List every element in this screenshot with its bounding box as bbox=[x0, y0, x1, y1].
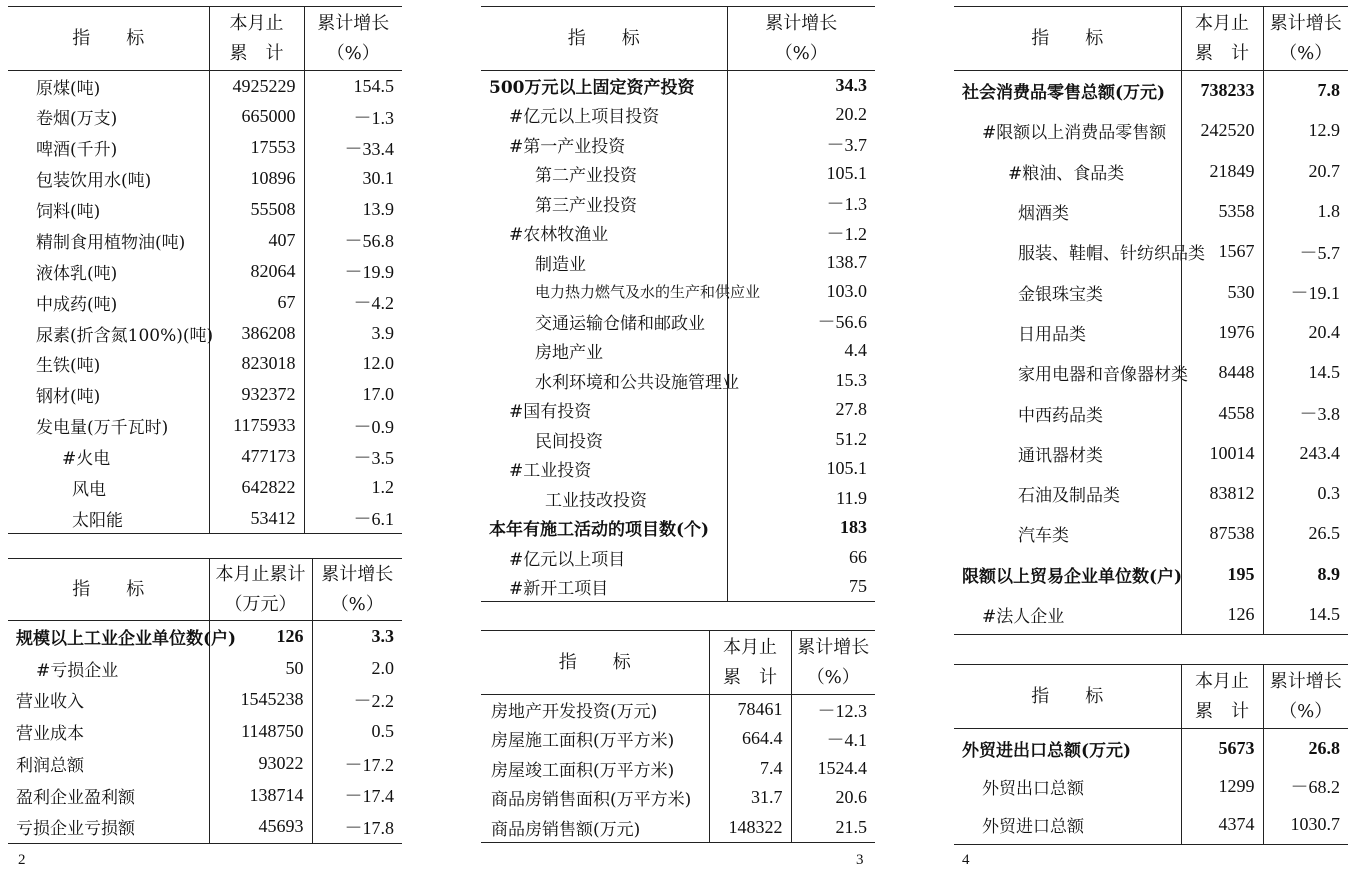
indicator-name: 营业收入 bbox=[16, 692, 84, 713]
growth-rate: －1.3 bbox=[304, 101, 402, 132]
cumulative-value: 4374 bbox=[1181, 806, 1263, 845]
growth-rate: 2.0 bbox=[312, 652, 402, 684]
header-indicator: 指 标 bbox=[72, 27, 145, 49]
indicator-name: 交通运输仓储和邮政业 bbox=[535, 313, 705, 334]
growth-rate: 20.7 bbox=[1263, 151, 1348, 191]
table-row bbox=[481, 307, 875, 337]
cumulative-value: 50 bbox=[209, 652, 312, 684]
indicator-name: 啤酒(千升) bbox=[36, 140, 118, 161]
cumulative-value: 83812 bbox=[1181, 473, 1263, 513]
retail-sales-table bbox=[954, 6, 1348, 635]
header-cumulative: 本月止 累 计 bbox=[1181, 665, 1263, 729]
indicator-name: 房地产开发投资(万元) bbox=[491, 702, 658, 722]
table-row bbox=[8, 410, 402, 441]
header-growth: 累计增长 （%） bbox=[1263, 7, 1348, 71]
table-row bbox=[954, 151, 1348, 191]
fixed-investment-table bbox=[481, 6, 875, 602]
indicator-name: 房地产业 bbox=[535, 343, 603, 364]
growth-rate: 75 bbox=[727, 572, 875, 602]
table-row bbox=[8, 287, 402, 318]
indicator-name: 工业技改投资 bbox=[545, 490, 647, 511]
cumulative-value: 530 bbox=[1181, 272, 1263, 312]
growth-rate: 17.0 bbox=[304, 379, 402, 410]
header-indicator: 指 标 bbox=[1031, 685, 1104, 707]
indicator-name: 发电量(万千瓦时) bbox=[36, 418, 169, 439]
growth-rate: －56.8 bbox=[304, 225, 402, 256]
growth-rate: －33.4 bbox=[304, 132, 402, 163]
growth-rate: 20.2 bbox=[727, 100, 875, 130]
page-number: 4 bbox=[962, 852, 970, 868]
indicator-name: 水利环境和公共设施管理业 bbox=[535, 372, 739, 393]
table-row bbox=[954, 767, 1348, 806]
cumulative-value: 126 bbox=[209, 621, 312, 653]
cumulative-value: 10014 bbox=[1181, 433, 1263, 473]
header-cumulative: 本月止 累 计 bbox=[709, 631, 791, 695]
cumulative-value: 738233 bbox=[1181, 71, 1263, 111]
table-row bbox=[8, 503, 402, 534]
indicator-name: 盈利企业盈利额 bbox=[16, 787, 135, 808]
table-row bbox=[8, 101, 402, 132]
cumulative-value: 5673 bbox=[1181, 729, 1263, 768]
table-row bbox=[8, 132, 402, 163]
indicator-name: 烟酒类 bbox=[1018, 204, 1069, 225]
cumulative-value: 195 bbox=[1181, 554, 1263, 594]
header-growth: 累计增长 （%） bbox=[727, 7, 875, 71]
table-row bbox=[481, 425, 875, 455]
table-row bbox=[8, 621, 402, 653]
table-row bbox=[8, 472, 402, 503]
header-cumulative: 本月止 累 计 bbox=[1181, 7, 1263, 71]
growth-rate: 26.5 bbox=[1263, 514, 1348, 554]
indicator-name: 金银珠宝类 bbox=[1018, 284, 1103, 305]
growth-rate: 3.3 bbox=[312, 621, 402, 653]
header-cumulative: 本月止累计 （万元） bbox=[209, 559, 312, 621]
cumulative-value: 1299 bbox=[1181, 767, 1263, 806]
growth-rate: 12.9 bbox=[1263, 111, 1348, 151]
header-growth: 累计增长 （%） bbox=[312, 559, 402, 621]
table-row bbox=[954, 393, 1348, 433]
growth-rate: 1.2 bbox=[304, 472, 402, 503]
cumulative-value: 55508 bbox=[209, 194, 304, 225]
growth-rate: 1030.7 bbox=[1263, 806, 1348, 845]
indicator-name: 饲料(吨) bbox=[36, 202, 101, 222]
growth-rate: －3.8 bbox=[1263, 393, 1348, 433]
table-row bbox=[8, 194, 402, 225]
table-row bbox=[954, 729, 1348, 768]
cumulative-value: 10896 bbox=[209, 163, 304, 194]
cumulative-value: 665000 bbox=[209, 101, 304, 132]
indicator-name: 本年有施工活动的项目数(个) bbox=[489, 520, 710, 541]
table-row bbox=[954, 594, 1348, 634]
header-growth: 累计增长 （%） bbox=[1263, 665, 1348, 729]
table-row bbox=[8, 652, 402, 684]
header-indicator: 指 标 bbox=[1031, 27, 1104, 49]
growth-rate: 183 bbox=[727, 513, 875, 543]
indicator-name: 外贸进口总额 bbox=[982, 817, 1084, 837]
indicator-name: #新开工项目 bbox=[509, 579, 609, 599]
growth-rate: 27.8 bbox=[727, 395, 875, 425]
growth-rate: 13.9 bbox=[304, 194, 402, 225]
cumulative-value: 78461 bbox=[709, 695, 791, 725]
indicator-name: 太阳能 bbox=[72, 510, 123, 531]
growth-rate: －5.7 bbox=[1263, 232, 1348, 272]
table-row bbox=[954, 191, 1348, 231]
growth-rate: －19.9 bbox=[304, 256, 402, 287]
indicator-name: 利润总额 bbox=[16, 756, 84, 777]
indicator-name: 商品房销售面积(万平方米) bbox=[491, 790, 692, 811]
table-row bbox=[954, 806, 1348, 845]
table-row bbox=[954, 71, 1348, 111]
table-row bbox=[481, 813, 875, 843]
growth-rate: 4.4 bbox=[727, 336, 875, 366]
indicator-name: 中西药品类 bbox=[1018, 405, 1103, 426]
cumulative-value: 138714 bbox=[209, 779, 312, 811]
indicator-name: #亿元以上项目投资 bbox=[509, 107, 660, 128]
growth-rate: －17.2 bbox=[312, 748, 402, 780]
growth-rate: 66 bbox=[727, 543, 875, 573]
growth-rate: 243.4 bbox=[1263, 433, 1348, 473]
growth-rate: 51.2 bbox=[727, 425, 875, 455]
table-row bbox=[481, 159, 875, 189]
growth-rate: 20.6 bbox=[791, 783, 875, 813]
cumulative-value: 1976 bbox=[1181, 312, 1263, 352]
growth-rate: 14.5 bbox=[1263, 594, 1348, 634]
table-row bbox=[954, 514, 1348, 554]
table-row bbox=[8, 225, 402, 256]
growth-rate: 26.8 bbox=[1263, 729, 1348, 768]
indicator-name: 生铁(吨) bbox=[36, 356, 101, 377]
table-row bbox=[481, 513, 875, 543]
cumulative-value: 1148750 bbox=[209, 716, 312, 748]
table-row bbox=[954, 353, 1348, 393]
indicator-name: 第二产业投资 bbox=[535, 166, 637, 187]
cumulative-value: 126 bbox=[1181, 594, 1263, 634]
growth-rate: －68.2 bbox=[1263, 767, 1348, 806]
indicator-name: 日用品类 bbox=[1018, 324, 1086, 345]
table-row bbox=[954, 312, 1348, 352]
cumulative-value: 1545238 bbox=[209, 684, 312, 716]
header-indicator: 指 标 bbox=[558, 651, 631, 673]
growth-rate: 12.0 bbox=[304, 349, 402, 380]
indicator-name: #农林牧渔业 bbox=[509, 225, 609, 246]
table-row bbox=[8, 441, 402, 472]
indicator-name: 民间投资 bbox=[535, 431, 603, 452]
cumulative-value: 642822 bbox=[209, 472, 304, 503]
indicator-name: 房屋施工面积(万平方米) bbox=[491, 731, 675, 752]
indicator-name: 第三产业投资 bbox=[535, 195, 637, 216]
cumulative-value: 407 bbox=[209, 225, 304, 256]
growth-rate: －3.7 bbox=[727, 130, 875, 160]
table-row bbox=[8, 163, 402, 194]
cumulative-value: 93022 bbox=[209, 748, 312, 780]
growth-rate: －19.1 bbox=[1263, 272, 1348, 312]
table-row bbox=[481, 395, 875, 425]
header-indicator: 指 标 bbox=[72, 578, 145, 600]
cumulative-value: 31.7 bbox=[709, 783, 791, 813]
indicator-name: 服装、鞋帽、针纺织品类 bbox=[1018, 244, 1205, 265]
cumulative-value: 148322 bbox=[709, 813, 791, 843]
table-row bbox=[954, 433, 1348, 473]
indicator-name: 包装饮用水(吨) bbox=[36, 171, 152, 192]
indicator-name: 限额以上贸易企业单位数(户) bbox=[962, 566, 1183, 587]
cumulative-value: 664.4 bbox=[709, 724, 791, 754]
table-row bbox=[481, 754, 875, 784]
growth-rate: －1.3 bbox=[727, 189, 875, 219]
indicator-name: 社会消费品零售总额(万元) bbox=[962, 83, 1166, 104]
industrial-enterprise-table bbox=[8, 558, 402, 844]
indicator-name: #限额以上消费品零售额 bbox=[982, 123, 1167, 144]
cumulative-value: 87538 bbox=[1181, 514, 1263, 554]
growth-rate: 103.0 bbox=[727, 277, 875, 307]
table-row bbox=[481, 100, 875, 130]
header-indicator: 指 标 bbox=[567, 27, 640, 49]
cumulative-value: 932372 bbox=[209, 379, 304, 410]
foreign-trade-table bbox=[954, 664, 1348, 845]
indicator-name: #法人企业 bbox=[982, 606, 1065, 627]
table-row bbox=[481, 783, 875, 813]
page-number: 3 bbox=[856, 852, 864, 868]
cumulative-value: 477173 bbox=[209, 441, 304, 472]
growth-rate: －4.1 bbox=[791, 724, 875, 754]
table-row bbox=[481, 695, 875, 725]
indicator-name: 外贸出口总额 bbox=[982, 778, 1084, 799]
growth-rate: －3.5 bbox=[304, 441, 402, 472]
table-row bbox=[481, 366, 875, 396]
growth-rate: 105.1 bbox=[727, 454, 875, 484]
indicator-name: #亿元以上项目 bbox=[509, 549, 626, 570]
growth-rate: 30.1 bbox=[304, 163, 402, 194]
growth-rate: 21.5 bbox=[791, 813, 875, 843]
indicator-name: 尿素(折含氮100%)(吨) bbox=[36, 325, 214, 346]
cumulative-value: 21849 bbox=[1181, 151, 1263, 191]
indicator-name: #火电 bbox=[62, 449, 111, 470]
growth-rate: 3.9 bbox=[304, 318, 402, 349]
growth-rate: －4.2 bbox=[304, 287, 402, 318]
table-row bbox=[8, 716, 402, 748]
indicator-name: #亏损企业 bbox=[36, 660, 119, 681]
growth-rate: －56.6 bbox=[727, 307, 875, 337]
cumulative-value: 4558 bbox=[1181, 393, 1263, 433]
growth-rate: 0.5 bbox=[312, 716, 402, 748]
indicator-name: 亏损企业亏损额 bbox=[16, 819, 135, 840]
growth-rate: －17.8 bbox=[312, 811, 402, 843]
table-row bbox=[481, 189, 875, 219]
industrial-products-table bbox=[8, 6, 402, 534]
indicator-name: 石油及制品类 bbox=[1018, 486, 1120, 507]
indicator-name: 电力热力燃气及水的生产和供应业 bbox=[535, 283, 761, 302]
table-row bbox=[481, 71, 875, 101]
cumulative-value: 1567 bbox=[1181, 232, 1263, 272]
growth-rate: 1.8 bbox=[1263, 191, 1348, 231]
cumulative-value: 386208 bbox=[209, 318, 304, 349]
table-row bbox=[8, 684, 402, 716]
table-row bbox=[481, 248, 875, 278]
growth-rate: －12.3 bbox=[791, 695, 875, 725]
table-row bbox=[8, 349, 402, 380]
indicator-name: 房屋竣工面积(万平方米) bbox=[491, 760, 675, 781]
table-row bbox=[954, 272, 1348, 312]
cumulative-value: 1175933 bbox=[209, 410, 304, 441]
table-row bbox=[954, 111, 1348, 151]
header-growth: 累计增长 （%） bbox=[791, 631, 875, 695]
cumulative-value: 67 bbox=[209, 287, 304, 318]
indicator-name: 精制食用植物油(吨) bbox=[36, 232, 186, 253]
table-row bbox=[8, 779, 402, 811]
cumulative-value: 45693 bbox=[209, 811, 312, 843]
table-row bbox=[481, 454, 875, 484]
table-row bbox=[481, 543, 875, 573]
cumulative-value: 7.4 bbox=[709, 754, 791, 784]
indicator-name: 500万元以上固定资产投资 bbox=[489, 78, 695, 98]
indicator-name: 汽车类 bbox=[1018, 526, 1069, 547]
table-row bbox=[954, 232, 1348, 272]
table-row bbox=[481, 218, 875, 248]
cumulative-value: 82064 bbox=[209, 256, 304, 287]
growth-rate: －6.1 bbox=[304, 503, 402, 534]
indicator-name: 外贸进出口总额(万元) bbox=[962, 740, 1132, 761]
indicator-name: #国有投资 bbox=[509, 402, 592, 423]
indicator-name: 商品房销售额(万元) bbox=[491, 819, 641, 840]
growth-rate: 14.5 bbox=[1263, 353, 1348, 393]
growth-rate: 0.3 bbox=[1263, 473, 1348, 513]
cumulative-value: 53412 bbox=[209, 503, 304, 534]
growth-rate: 15.3 bbox=[727, 366, 875, 396]
cumulative-value: 5358 bbox=[1181, 191, 1263, 231]
growth-rate: －2.2 bbox=[312, 684, 402, 716]
growth-rate: 7.8 bbox=[1263, 71, 1348, 111]
page-number: 2 bbox=[18, 852, 26, 868]
growth-rate: －17.4 bbox=[312, 779, 402, 811]
real-estate-table bbox=[481, 630, 875, 843]
table-row bbox=[954, 473, 1348, 513]
table-row bbox=[8, 811, 402, 843]
indicator-name: 原煤(吨) bbox=[36, 78, 101, 99]
growth-rate: 11.9 bbox=[727, 484, 875, 514]
indicator-name: 制造业 bbox=[535, 254, 586, 275]
cumulative-value: 242520 bbox=[1181, 111, 1263, 151]
table-row bbox=[8, 71, 402, 102]
table-row bbox=[8, 379, 402, 410]
table-row bbox=[8, 318, 402, 349]
growth-rate: 1524.4 bbox=[791, 754, 875, 784]
indicator-name: 钢材(吨) bbox=[36, 387, 101, 408]
table-row bbox=[481, 130, 875, 160]
indicator-name: 家用电器和音像器材类 bbox=[1018, 365, 1188, 386]
header-cumulative: 本月止 累 计 bbox=[209, 7, 304, 71]
header-growth: 累计增长 （%） bbox=[304, 7, 402, 71]
growth-rate: －0.9 bbox=[304, 410, 402, 441]
indicator-name: 营业成本 bbox=[16, 724, 84, 745]
table-row bbox=[481, 572, 875, 602]
table-row bbox=[481, 484, 875, 514]
cumulative-value: 8448 bbox=[1181, 353, 1263, 393]
cumulative-value: 17553 bbox=[209, 132, 304, 163]
indicator-name: #粮油、食品类 bbox=[1008, 163, 1125, 184]
indicator-name: #第一产业投资 bbox=[509, 136, 626, 157]
table-row bbox=[481, 724, 875, 754]
growth-rate: 105.1 bbox=[727, 159, 875, 189]
growth-rate: 138.7 bbox=[727, 248, 875, 278]
growth-rate: 20.4 bbox=[1263, 312, 1348, 352]
table-row bbox=[8, 748, 402, 780]
table-row bbox=[481, 277, 875, 307]
indicator-name: #工业投资 bbox=[509, 461, 592, 482]
table-row bbox=[954, 554, 1348, 594]
growth-rate: 8.9 bbox=[1263, 554, 1348, 594]
indicator-name: 卷烟(万支) bbox=[36, 109, 118, 130]
cumulative-value: 823018 bbox=[209, 349, 304, 380]
growth-rate: 34.3 bbox=[727, 71, 875, 101]
indicator-name: 风电 bbox=[72, 480, 106, 501]
table-row bbox=[481, 336, 875, 366]
indicator-name: 通讯器材类 bbox=[1018, 445, 1103, 466]
growth-rate: 154.5 bbox=[304, 71, 402, 102]
table-row bbox=[8, 256, 402, 287]
indicator-name: 液体乳(吨) bbox=[36, 263, 118, 284]
indicator-name: 规模以上工业企业单位数(户) bbox=[16, 629, 237, 650]
indicator-name: 中成药(吨) bbox=[36, 294, 118, 315]
growth-rate: －1.2 bbox=[727, 218, 875, 248]
cumulative-value: 4925229 bbox=[209, 71, 304, 102]
